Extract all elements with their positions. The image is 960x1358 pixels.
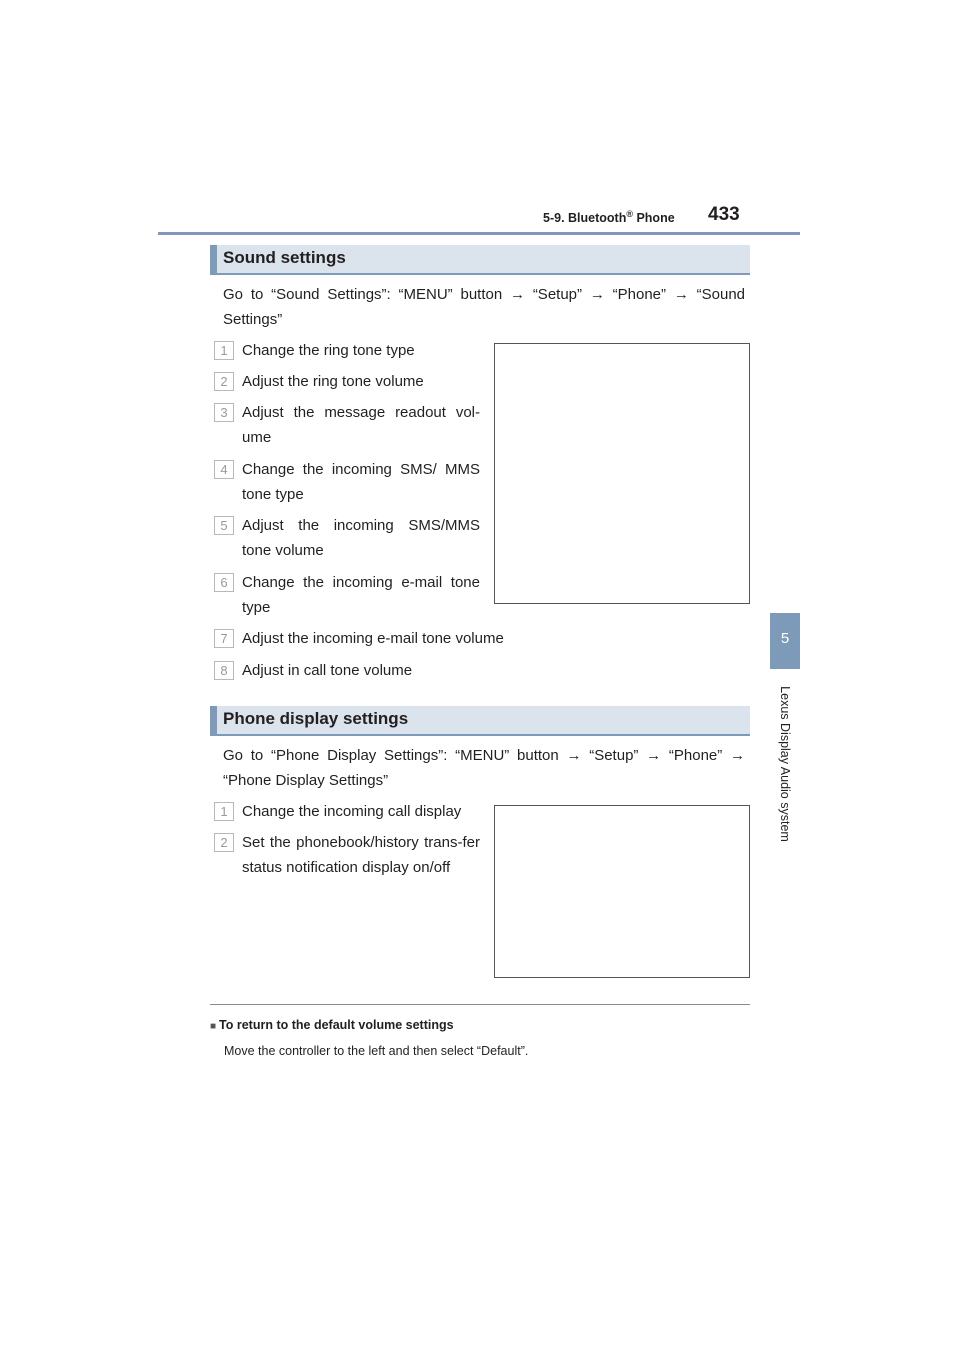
section-title bbox=[543, 209, 675, 225]
registered-mark: ® bbox=[626, 209, 633, 219]
note-title-text: To return to the default volume settings bbox=[219, 1018, 454, 1032]
step-number-8: 8 bbox=[214, 661, 234, 680]
header-divider bbox=[158, 232, 800, 235]
step-number-3: 3 bbox=[214, 403, 234, 422]
sound-item-6: Change the incoming e-mail tone type bbox=[242, 574, 480, 616]
step-number-1: 1 bbox=[214, 341, 234, 360]
step-number-6: 6 bbox=[214, 573, 234, 592]
note-divider bbox=[210, 1004, 750, 1005]
sound-settings-heading-text: Sound settings bbox=[223, 248, 346, 267]
sound-item-5: Adjust the incoming SMS/MMS tone volume bbox=[242, 517, 480, 559]
sound-settings-screenshot bbox=[494, 343, 750, 604]
section-title-suffix: Phone bbox=[632, 211, 675, 226]
step-number-2: 2 bbox=[214, 372, 234, 391]
step-number-2: 2 bbox=[214, 833, 234, 852]
phone-display-item-1: Change the incoming call display bbox=[242, 803, 462, 820]
sound-item-2: Adjust the ring tone volume bbox=[242, 373, 424, 390]
sound-item-3: Adjust the message readout vol-ume bbox=[242, 404, 480, 446]
section-title-text: 5-9. Bluetooth bbox=[543, 211, 627, 226]
sound-item-4: Change the incoming SMS/ MMS tone type bbox=[242, 461, 480, 503]
step-number-4: 4 bbox=[214, 460, 234, 479]
sound-settings-intro: Go to “Sound Settings”: “MENU” button → “Setup” → “Phone” → “Sound Settings” bbox=[223, 286, 745, 328]
chapter-label: Lexus Display Audio system bbox=[778, 686, 792, 842]
sound-item-7: Adjust the incoming e-mail tone volume bbox=[242, 630, 504, 647]
step-number-5: 5 bbox=[214, 516, 234, 535]
step-number-7: 7 bbox=[214, 629, 234, 648]
chapter-tab: 5 bbox=[770, 613, 800, 669]
phone-display-heading bbox=[210, 706, 750, 736]
sound-item-1: Change the ring tone type bbox=[242, 342, 415, 359]
note-body: Move the controller to the left and then select “Default”. bbox=[224, 1044, 529, 1058]
phone-display-intro: Go to “Phone Display Settings”: “MENU” button → “Setup” → “Phone” → “Phone Display Settings” bbox=[223, 747, 745, 789]
phone-display-screenshot bbox=[494, 805, 750, 978]
sound-settings-heading bbox=[210, 245, 750, 275]
step-number-1: 1 bbox=[214, 802, 234, 821]
square-bullet-icon: ■ bbox=[210, 1021, 217, 1032]
note-title bbox=[210, 1018, 454, 1032]
phone-display-heading-text: Phone display settings bbox=[223, 709, 409, 728]
sound-item-8: Adjust in call tone volume bbox=[242, 662, 413, 679]
phone-display-item-2: Set the phonebook/history trans-fer status notification display on/off bbox=[242, 834, 480, 876]
page-number: 433 bbox=[708, 204, 740, 225]
